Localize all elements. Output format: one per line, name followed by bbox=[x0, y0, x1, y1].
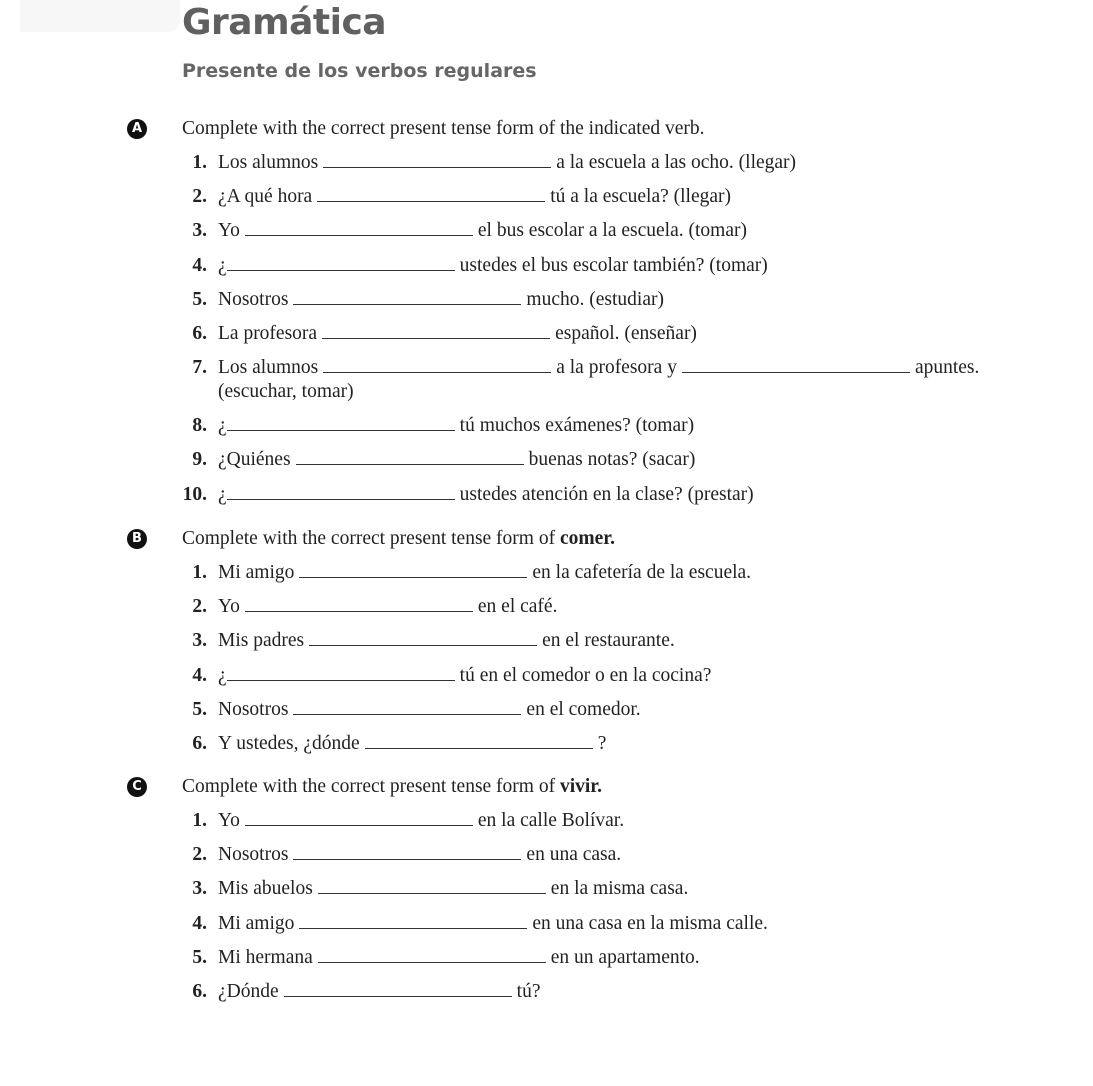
item-text bbox=[218, 810, 624, 832]
page-subtitle: Presente de los verbos regulares bbox=[182, 60, 537, 82]
target-verb: vivir. bbox=[559, 776, 603, 797]
item-suffix: buenas notas? (sacar) bbox=[528, 449, 696, 471]
item-number: 1. bbox=[192, 810, 207, 831]
section-badge: A bbox=[127, 119, 147, 139]
item-text bbox=[218, 357, 979, 379]
item-number: 2. bbox=[192, 844, 207, 866]
item-suffix: en un apartamento. bbox=[550, 946, 700, 968]
answer-blank[interactable] bbox=[318, 948, 546, 963]
item-prefix: ¿ bbox=[218, 483, 227, 505]
item-prefix: Nosotros bbox=[218, 288, 289, 310]
item-number: 5. bbox=[192, 288, 207, 310]
item-text bbox=[218, 562, 751, 584]
item-suffix: tú muchos exámenes? (tomar) bbox=[459, 415, 695, 437]
item-text bbox=[218, 596, 557, 618]
item-suffix: a la profesora y bbox=[556, 357, 677, 379]
item-text bbox=[218, 699, 641, 721]
answer-blank[interactable] bbox=[227, 666, 455, 681]
exercise-item bbox=[0, 562, 1093, 596]
item-text bbox=[218, 220, 747, 242]
item-prefix: Nosotros bbox=[218, 844, 289, 866]
answer-blank[interactable] bbox=[317, 187, 545, 202]
answer-blank[interactable] bbox=[365, 734, 593, 749]
exercise-item bbox=[0, 981, 1093, 1015]
item-number: 7. bbox=[192, 357, 207, 379]
item-number: 4. bbox=[192, 254, 207, 276]
instruction-text: Complete with the correct present tense form of bbox=[182, 528, 560, 549]
answer-blank[interactable] bbox=[245, 597, 473, 612]
item-text bbox=[218, 415, 694, 437]
exercise-item bbox=[0, 947, 1093, 981]
exercise-section-a bbox=[0, 118, 1093, 518]
item-suffix: tú a la escuela? (llegar) bbox=[550, 186, 732, 208]
answer-blank[interactable] bbox=[299, 914, 527, 929]
item-number: 4. bbox=[192, 664, 207, 686]
item-suffix: ? bbox=[597, 732, 607, 754]
item-text bbox=[218, 152, 796, 174]
item-suffix: en una casa. bbox=[526, 844, 622, 866]
item-number: 1. bbox=[192, 152, 207, 173]
item-text bbox=[218, 484, 754, 506]
item-prefix: Mis abuelos bbox=[218, 878, 313, 900]
instruction-text: Complete with the correct present tense form of bbox=[182, 776, 560, 797]
exercise-item bbox=[0, 733, 1093, 767]
item-suffix: en el restaurante. bbox=[542, 630, 675, 652]
item-suffix: tú? bbox=[516, 980, 541, 1002]
item-text bbox=[218, 255, 768, 277]
item-suffix: ustedes el bus escolar también? (tomar) bbox=[459, 254, 768, 276]
item-text bbox=[218, 665, 711, 687]
item-text bbox=[218, 844, 621, 866]
answer-blank-2[interactable] bbox=[682, 358, 910, 373]
item-text bbox=[218, 733, 606, 755]
item-text bbox=[218, 981, 540, 1003]
answer-blank[interactable] bbox=[322, 324, 550, 339]
item-number: 10. bbox=[182, 483, 207, 505]
section-instruction bbox=[182, 528, 615, 550]
item-suffix: en la cafetería de la escuela. bbox=[532, 562, 752, 583]
item-number: 1. bbox=[192, 562, 207, 583]
item-prefix: Yo bbox=[218, 596, 240, 618]
answer-blank[interactable] bbox=[299, 563, 527, 578]
item-prefix: Yo bbox=[218, 220, 240, 242]
item-number: 6. bbox=[192, 980, 207, 1002]
item-prefix: ¿A qué hora bbox=[218, 186, 313, 208]
item-text bbox=[218, 186, 731, 208]
item-prefix: ¿ bbox=[218, 664, 227, 686]
item-prefix: Mi amigo bbox=[218, 912, 295, 934]
item-suffix: ustedes atención en la clase? (prestar) bbox=[459, 483, 754, 505]
item-prefix: Mis padres bbox=[218, 630, 305, 652]
item-prefix: ¿Dónde bbox=[218, 980, 279, 1002]
section-badge: B bbox=[127, 529, 147, 549]
section-header bbox=[0, 528, 1093, 562]
item-hint: (escuchar, tomar) bbox=[218, 381, 354, 403]
exercise-item bbox=[0, 323, 1093, 357]
item-text bbox=[218, 323, 697, 345]
item-number: 3. bbox=[192, 630, 207, 652]
exercise-section-b bbox=[0, 528, 1093, 767]
item-text bbox=[218, 913, 768, 935]
exercise-item bbox=[0, 186, 1093, 220]
answer-blank[interactable] bbox=[293, 845, 521, 860]
item-prefix: Y ustedes, ¿dónde bbox=[218, 732, 360, 754]
answer-blank[interactable] bbox=[245, 221, 473, 236]
item-prefix: Nosotros bbox=[218, 698, 289, 720]
item-text bbox=[218, 449, 695, 471]
exercise-item bbox=[0, 810, 1093, 844]
exercise-section-c bbox=[0, 776, 1093, 1015]
item-prefix: ¿ bbox=[218, 254, 227, 276]
answer-blank[interactable] bbox=[245, 811, 473, 826]
section-badge: C bbox=[127, 777, 147, 797]
exercise-item bbox=[0, 220, 1093, 254]
item-suffix: en el comedor. bbox=[526, 698, 641, 720]
item-suffix: en la calle Bolívar. bbox=[477, 810, 625, 831]
exercise-item bbox=[0, 913, 1093, 947]
exercise-item bbox=[0, 844, 1093, 878]
item-number: 6. bbox=[192, 322, 207, 344]
answer-blank[interactable] bbox=[227, 416, 455, 431]
item-number: 2. bbox=[192, 186, 207, 208]
exercise-item bbox=[0, 699, 1093, 733]
item-suffix: tú en el comedor o en la cocina? bbox=[459, 664, 712, 686]
section-header bbox=[0, 118, 1093, 152]
item-text bbox=[218, 878, 688, 900]
target-verb: comer. bbox=[559, 528, 616, 549]
item-text bbox=[218, 947, 700, 969]
exercise-item bbox=[0, 484, 1093, 518]
exercise-item bbox=[0, 665, 1093, 699]
exercise-item bbox=[0, 878, 1093, 912]
item-number: 3. bbox=[192, 220, 207, 242]
answer-blank[interactable] bbox=[323, 153, 551, 168]
item-suffix: en el café. bbox=[477, 596, 558, 618]
page-tab-decoration bbox=[20, 0, 180, 32]
item-prefix: Mi amigo bbox=[218, 562, 295, 583]
instruction-text: Complete with the correct present tense form of the indicated verb. bbox=[182, 118, 705, 139]
answer-blank[interactable] bbox=[309, 631, 537, 646]
page-title: Gramática bbox=[182, 2, 387, 43]
answer-blank[interactable] bbox=[296, 450, 524, 465]
answer-blank[interactable] bbox=[227, 256, 455, 271]
exercise-item bbox=[0, 152, 1093, 186]
section-instruction bbox=[182, 118, 705, 140]
item-number: 5. bbox=[192, 946, 207, 968]
item-suffix: en la misma casa. bbox=[550, 878, 689, 900]
exercise-item bbox=[0, 415, 1093, 449]
section-header bbox=[0, 776, 1093, 810]
item-number: 5. bbox=[192, 698, 207, 720]
answer-blank[interactable] bbox=[318, 879, 546, 894]
item-suffix: a la escuela a las ocho. (llegar) bbox=[556, 152, 797, 173]
item-text bbox=[218, 289, 664, 311]
exercise-item bbox=[0, 255, 1093, 289]
answer-blank[interactable] bbox=[284, 982, 512, 997]
answer-blank[interactable] bbox=[293, 700, 521, 715]
item-prefix: Los alumnos bbox=[218, 152, 319, 173]
exercise-item bbox=[0, 357, 1093, 415]
item-prefix: ¿ bbox=[218, 415, 227, 437]
exercise-item bbox=[0, 630, 1093, 664]
item-number: 6. bbox=[192, 732, 207, 754]
item-number: 4. bbox=[192, 912, 207, 934]
exercise-item bbox=[0, 289, 1093, 323]
item-prefix: Yo bbox=[218, 810, 240, 831]
item-number: 3. bbox=[192, 878, 207, 900]
section-instruction bbox=[182, 776, 602, 798]
exercise-item bbox=[0, 596, 1093, 630]
answer-blank[interactable] bbox=[323, 358, 551, 373]
item-number: 2. bbox=[192, 596, 207, 618]
item-prefix: Los alumnos bbox=[218, 357, 319, 379]
item-prefix: Mi hermana bbox=[218, 946, 313, 968]
item-number: 9. bbox=[192, 449, 207, 471]
answer-blank[interactable] bbox=[227, 485, 455, 500]
item-suffix: en una casa en la misma calle. bbox=[532, 912, 768, 934]
item-text bbox=[218, 630, 675, 652]
item-prefix: ¿Quiénes bbox=[218, 449, 291, 471]
item-prefix: La profesora bbox=[218, 322, 318, 344]
item-suffix: español. (enseñar) bbox=[555, 322, 697, 344]
answer-blank[interactable] bbox=[293, 290, 521, 305]
item-suffix: mucho. (estudiar) bbox=[526, 288, 664, 310]
exercise-item bbox=[0, 449, 1093, 483]
item-suffix-2: apuntes. bbox=[914, 357, 980, 379]
item-suffix: el bus escolar a la escuela. (tomar) bbox=[477, 220, 747, 242]
item-number: 8. bbox=[192, 415, 207, 437]
